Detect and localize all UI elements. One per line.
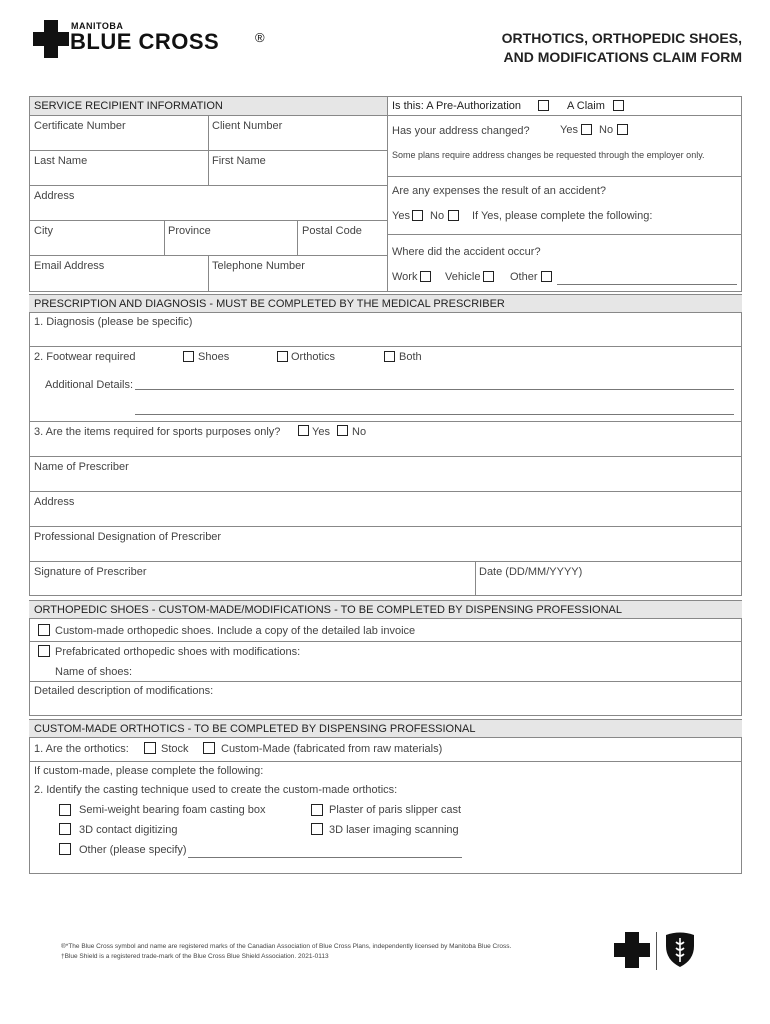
sports-no-checkbox[interactable] bbox=[337, 425, 348, 436]
prescriber-address-field[interactable]: Address bbox=[34, 496, 75, 508]
orthotics-heading: CUSTOM-MADE ORTHOTICS - TO BE COMPLETED BY DISPENSING PROFESSIONAL bbox=[29, 719, 742, 738]
blue-shield-icon bbox=[664, 932, 696, 968]
brand-registered: ® bbox=[255, 30, 265, 45]
additional-details-label: Additional Details: bbox=[45, 379, 134, 391]
contact-digitizing-checkbox[interactable] bbox=[59, 823, 71, 835]
address-change-note: Some plans require address changes be requested through the employer only. bbox=[392, 150, 705, 160]
recipient-block bbox=[29, 96, 742, 292]
brand-top: MANITOBA bbox=[71, 21, 124, 31]
postal-code-field[interactable]: Postal Code bbox=[302, 225, 362, 237]
prescription-date-field[interactable]: Date (DD/MM/YYYY) bbox=[479, 566, 583, 578]
blue-cross-icon bbox=[33, 20, 69, 58]
accident-other-label: Other bbox=[510, 271, 538, 283]
footer-logos bbox=[614, 932, 704, 972]
other-technique-line[interactable] bbox=[188, 857, 462, 858]
prescription-heading: PRESCRIPTION AND DIAGNOSIS - MUST BE COMPLETED BY THE MEDICAL PRESCRIBER bbox=[29, 294, 742, 313]
plaster-cast-label: Plaster of paris slipper cast bbox=[329, 804, 462, 816]
shoes-heading: ORTHOPEDIC SHOES - CUSTOM-MADE/MODIFICATIONS - TO BE COMPLETED BY DISPENSING PROFESSIONAL bbox=[29, 600, 742, 619]
prefab-shoes-checkbox[interactable] bbox=[38, 645, 50, 657]
footwear-orthotics-label: Orthotics bbox=[291, 351, 336, 363]
accident-yes-label: Yes bbox=[392, 210, 410, 222]
custom-shoes-checkbox[interactable] bbox=[38, 624, 50, 636]
brand-main: BLUE CROSS bbox=[70, 29, 220, 54]
accident-vehicle-checkbox[interactable] bbox=[483, 271, 494, 282]
name-of-shoes-field[interactable]: Name of shoes: bbox=[55, 666, 133, 678]
sports-yes-checkbox[interactable] bbox=[298, 425, 309, 436]
accident-other-checkbox[interactable] bbox=[541, 271, 552, 282]
orthotics-stock-label: Stock bbox=[161, 743, 189, 755]
a-claim-checkbox[interactable] bbox=[613, 100, 624, 111]
logo-divider bbox=[656, 932, 657, 970]
accident-no-checkbox[interactable] bbox=[448, 210, 459, 221]
prescriber-designation-field[interactable]: Professional Designation of Prescriber bbox=[34, 531, 222, 543]
footwear-shoes-checkbox[interactable] bbox=[183, 351, 194, 362]
footer-trademark-line2: †Blue Shield is a registered trade-mark of the Blue Cross Blue Shield Association. 2021-0113 bbox=[61, 953, 329, 960]
semi-weight-checkbox[interactable] bbox=[59, 804, 71, 816]
sports-question: 3. Are the items required for sports purposes only? bbox=[34, 426, 281, 438]
brand-logo bbox=[33, 20, 293, 60]
blue-cross-footer-icon bbox=[614, 932, 650, 968]
sports-no-label: No bbox=[352, 426, 367, 438]
accident-if-yes-note: If Yes, please complete the following: bbox=[472, 210, 653, 222]
additional-details-line-1[interactable] bbox=[135, 389, 734, 390]
footer-trademark-line1: ®*The Blue Cross symbol and name are registered marks of the Canadian Association of Blue Cross Plans, independently licensed by Manitoba Blue Cross. bbox=[61, 943, 512, 950]
laser-scanning-label: 3D laser imaging scanning bbox=[329, 824, 459, 836]
prescriber-signature-field[interactable]: Signature of Prescriber bbox=[34, 566, 147, 578]
orthotics-custom-checkbox[interactable] bbox=[203, 742, 215, 754]
orthotics-type-question: 1. Are the orthotics: bbox=[34, 743, 129, 755]
accident-where-question: Where did the accident occur? bbox=[392, 246, 541, 258]
pre-authorization-label: Is this: A Pre-Authorization bbox=[392, 100, 522, 112]
diagnosis-field[interactable]: 1. Diagnosis (please be specific) bbox=[34, 316, 193, 328]
certificate-number-field[interactable]: Certificate Number bbox=[34, 120, 126, 132]
additional-details-line-2[interactable] bbox=[135, 414, 734, 415]
province-field[interactable]: Province bbox=[168, 225, 211, 237]
last-name-field[interactable]: Last Name bbox=[34, 155, 88, 167]
accident-no-label: No bbox=[430, 210, 445, 222]
orthotics-custom-label: Custom-Made (fabricated from raw materials) bbox=[221, 743, 443, 755]
accident-question: Are any expenses the result of an accident? bbox=[392, 185, 607, 197]
recipient-heading: SERVICE RECIPIENT INFORMATION bbox=[34, 100, 223, 112]
client-number-field[interactable]: Client Number bbox=[212, 120, 283, 132]
form-title-line2: AND MODIFICATIONS CLAIM FORM bbox=[503, 49, 742, 65]
modifications-description-field[interactable]: Detailed description of modifications: bbox=[34, 685, 214, 697]
address-field[interactable]: Address bbox=[34, 190, 75, 202]
footwear-required-label: 2. Footwear required bbox=[34, 351, 136, 363]
sports-yes-label: Yes bbox=[312, 426, 330, 438]
semi-weight-label: Semi-weight bearing foam casting box bbox=[79, 804, 266, 816]
laser-scanning-checkbox[interactable] bbox=[311, 823, 323, 835]
contact-digitizing-label: 3D contact digitizing bbox=[79, 824, 178, 836]
accident-vehicle-label: Vehicle bbox=[445, 271, 481, 283]
email-field[interactable]: Email Address bbox=[34, 260, 105, 272]
other-technique-checkbox[interactable] bbox=[59, 843, 71, 855]
first-name-field[interactable]: First Name bbox=[212, 155, 266, 167]
plaster-cast-checkbox[interactable] bbox=[311, 804, 323, 816]
address-changed-no-label: No bbox=[599, 124, 614, 136]
form-title-line1: ORTHOTICS, ORTHOPEDIC SHOES, bbox=[501, 30, 742, 46]
if-custom-made-note: If custom-made, please complete the following: bbox=[34, 765, 264, 777]
footwear-orthotics-checkbox[interactable] bbox=[277, 351, 288, 362]
casting-technique-question: 2. Identify the casting technique used to create the custom-made orthotics: bbox=[34, 784, 398, 796]
footwear-both-label: Both bbox=[399, 351, 422, 363]
city-field[interactable]: City bbox=[34, 225, 53, 237]
accident-other-line[interactable] bbox=[557, 284, 737, 285]
address-changed-yes-label: Yes bbox=[560, 124, 578, 136]
orthotics-stock-checkbox[interactable] bbox=[144, 742, 156, 754]
footwear-shoes-label: Shoes bbox=[198, 351, 230, 363]
prescription-block bbox=[29, 294, 742, 596]
prefab-shoes-label: Prefabricated orthopedic shoes with modifications: bbox=[55, 646, 301, 658]
other-technique-label: Other (please specify) bbox=[79, 844, 187, 856]
accident-work-checkbox[interactable] bbox=[420, 271, 431, 282]
pre-authorization-checkbox[interactable] bbox=[538, 100, 549, 111]
telephone-field[interactable]: Telephone Number bbox=[212, 260, 305, 272]
accident-yes-checkbox[interactable] bbox=[412, 210, 423, 221]
footwear-both-checkbox[interactable] bbox=[384, 351, 395, 362]
a-claim-label: A Claim bbox=[567, 100, 605, 112]
address-changed-no-checkbox[interactable] bbox=[617, 124, 628, 135]
prescriber-name-field[interactable]: Name of Prescriber bbox=[34, 461, 129, 473]
address-changed-question: Has your address changed? bbox=[392, 125, 530, 137]
address-changed-yes-checkbox[interactable] bbox=[581, 124, 592, 135]
accident-work-label: Work bbox=[392, 271, 418, 283]
custom-shoes-label: Custom-made orthopedic shoes. Include a copy of the detailed lab invoice bbox=[55, 625, 416, 637]
